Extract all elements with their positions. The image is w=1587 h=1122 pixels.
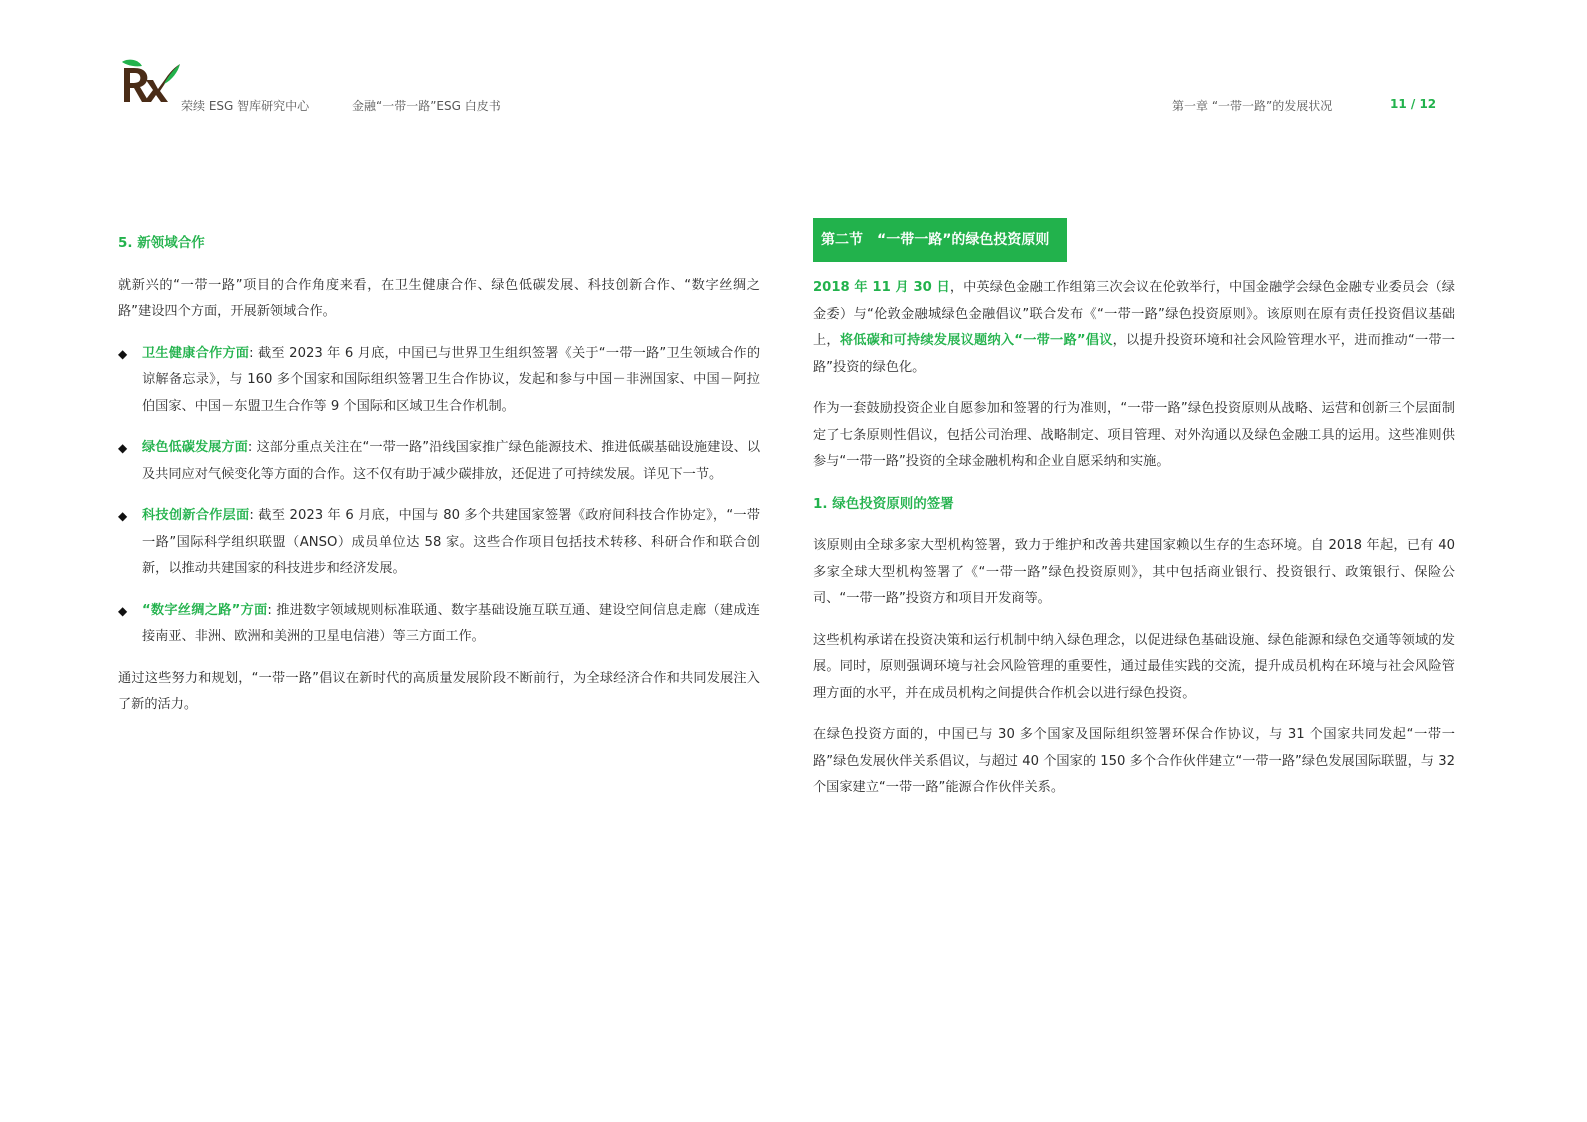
paragraph-signatories: 该原则由全球多家大型机构签署，致力于维护和改善共建国家赖以生存的生态环境。自 2018 年起，已有 40 多家全球大型机构签署了《“一带一路”绿色投资原则》，其中包括商业银行、投资银行、政策银行、保险公司、“一带一路”投资方和项目开发商等。	[813, 538, 1455, 606]
section-heading-new-fields: 5. 新领域合作	[118, 235, 205, 251]
release-date: 2018 年 11 月 30 日	[813, 280, 950, 295]
bullet-text: : 截至 2023 年 6 月底，中国与 80 多个共建国家签署《政府间科技合作协定》，“一带一路”国际科学组织联盟（ANSO）成员单位达 58 家。这些合作项目包括技术转移、科研合作和联合创新，以推动共建国家的科技进步和经济发展。	[142, 508, 761, 576]
bullet-text: : 截至 2023 年 6 月底，中国已与世界卫生组织签署《关于“一带一路”卫生领域合作的谅解备忘录》，与 160 多个国家和国际组织签署卫生合作协议，发起和参与中国－非洲国家、中国－阿拉伯国家、中国－东盟卫生合作等 9 个国际和区域卫生合作机制。	[142, 345, 761, 414]
rx-logo-icon	[120, 58, 182, 106]
paragraph-green-investment: 在绿色投资方面的，中国已与 30 多个国家及国际组织签署环保合作协议，与 31 个国家共同发起“一带一路”绿色发展伙伴关系倡议，与超过 40 个国家的 150 多个合作伙伴建立“一带一路”绿色发展国际联盟，与 32 个国家建立“一带一路”能源合作伙伴关系。	[813, 727, 1455, 795]
bullet-title: 绿色低碳发展方面	[142, 440, 248, 455]
list-item-health	[118, 341, 760, 421]
highlight-text: 将低碳和可持续发展议题纳入“一带一路”倡议	[839, 333, 1113, 348]
bullet-title: “数字丝绸之路”方面	[142, 602, 268, 618]
closing-paragraph: 通过这些努力和规划，“一带一路”倡议在新时代的高质量发展阶段不断前行，为全球经济合作和共同发展注入了新的活力。	[118, 670, 760, 712]
document-title: 金融“一带一路”ESG 白皮书	[352, 99, 501, 113]
page-number: 11 / 12	[1390, 97, 1437, 111]
section-title-banner	[813, 218, 1067, 262]
paragraph-principles-release	[813, 275, 1455, 381]
bullet-title: 科技创新合作层面	[142, 508, 250, 523]
right-column	[813, 218, 1455, 817]
org-name: 荣续 ESG 智库研究中心	[181, 99, 310, 113]
left-column	[118, 218, 760, 734]
diamond-bullet-icon: ◆	[118, 441, 128, 455]
subheading-signing: 1. 绿色投资原则的签署	[813, 495, 954, 512]
page-header	[0, 0, 1587, 130]
diamond-bullet-icon: ◆	[118, 509, 128, 523]
bullet-title: 卫生健康合作方面	[142, 345, 250, 361]
list-item-digital-silk-road	[118, 598, 760, 651]
paragraph-commitments: 这些机构承诺在投资决策和运行机制中纳入绿色理念，以促进绿色基础设施、绿色能源和绿色交通等领域的发展。同时，原则强调环境与社会风险管理的重要性，通过最佳实践的交流，提升成员机构在环境与社会风险管理方面的水平，并在成员机构之间提供合作机会以进行绿色投资。	[813, 632, 1455, 701]
intro-paragraph: 就新兴的“一带一路”项目的合作角度来看，在卫生健康合作、绿色低碳发展、科技创新合作、“数字丝绸之路”建设四个方面，开展新领域合作。	[118, 277, 760, 319]
bullet-text: : 这部分重点关注在“一带一路”沿线国家推广绿色能源技术、推进低碳基础设施建设、以及共同应对气候变化等方面的合作。这不仅有助于减少碳排放，还促进了可持续发展。详见下一节。	[142, 440, 761, 482]
bullet-list	[118, 341, 760, 651]
paragraph-text: ，中英绿色金融工作组第三次会议在伦敦举行，中国金融学会绿色金融专业委员会（绿金委）与“伦敦金融城绿色金融倡议”联合发布《“一带一路”绿色投资原则》。该原则在原有责任投资倡议基础上，	[813, 280, 1455, 348]
paragraph-text: ，以提升投资环境和社会风险管理水平，进而推动“一带一路”投资的绿色化。	[813, 333, 1455, 375]
bullet-text: : 推进数字领域规则标准联通、数字基础设施互联互通、建设空间信息走廊（建成连接南亚、非洲、欧洲和美洲的卫星电信港）等三方面工作。	[142, 602, 760, 644]
section-title: “一带一路”的绿色投资原则	[877, 232, 1050, 248]
list-item-tech-innovation	[118, 503, 760, 583]
chapter-title: 第一章 “一带一路”的发展状况	[1172, 99, 1333, 113]
list-item-green-low-carbon	[118, 435, 760, 488]
diamond-bullet-icon: ◆	[118, 346, 128, 361]
diamond-bullet-icon: ◆	[118, 603, 128, 618]
paragraph-code-of-conduct: 作为一套鼓励投资企业自愿参加和签署的行为准则，“一带一路”绿色投资原则从战略、运营和创新三个层面制定了七条原则性倡议，包括公司治理、战略制定、项目管理、对外沟通以及绿色金融工具的运用。这些准则供参与“一带一路”投资的全球金融机构和企业自愿采纳和实施。	[813, 401, 1455, 469]
section-label: 第二节	[821, 232, 863, 248]
